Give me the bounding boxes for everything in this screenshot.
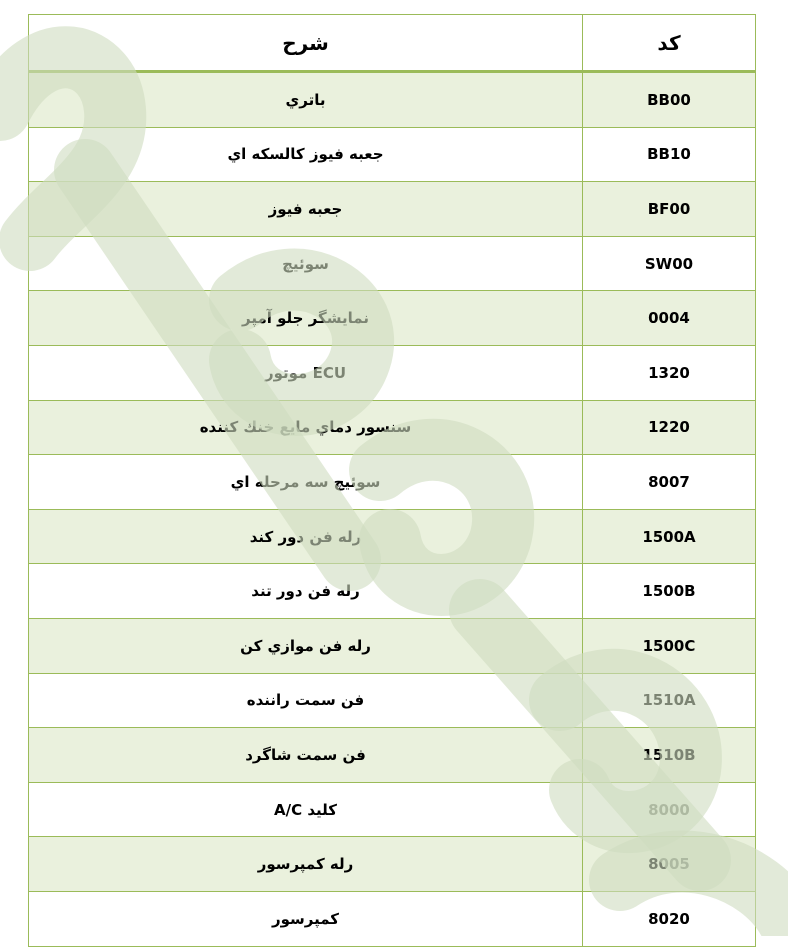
description-cell: رله فن دور تند bbox=[29, 564, 583, 619]
description-cell: فن سمت راننده bbox=[29, 673, 583, 728]
header-row bbox=[29, 15, 756, 72]
code-cell: 1500C bbox=[583, 618, 756, 673]
code-cell: 8007 bbox=[583, 455, 756, 510]
description-cell: جعبه فيوز کالسکه اي bbox=[29, 127, 583, 182]
description-cell: كمپرسور bbox=[29, 891, 583, 946]
description-cell: رله فن دور كند bbox=[29, 509, 583, 564]
table-row bbox=[29, 291, 756, 346]
code-cell: 1510B bbox=[583, 728, 756, 783]
description-cell: باتري bbox=[29, 72, 583, 128]
description-cell: نمايشگر جلو آمپر bbox=[29, 291, 583, 346]
table-row bbox=[29, 673, 756, 728]
code-cell: 1220 bbox=[583, 400, 756, 455]
code-cell: 1510A bbox=[583, 673, 756, 728]
table-row bbox=[29, 72, 756, 128]
table-row bbox=[29, 618, 756, 673]
code-cell: BB10 bbox=[583, 127, 756, 182]
description-cell: رله كمپرسور bbox=[29, 837, 583, 892]
table-row bbox=[29, 236, 756, 291]
code-cell: 1500A bbox=[583, 509, 756, 564]
table-row bbox=[29, 891, 756, 946]
description-cell: سوئيچ سه مرحله اي bbox=[29, 455, 583, 510]
table-row bbox=[29, 127, 756, 182]
description-cell: كليد A/C bbox=[29, 782, 583, 837]
table-row bbox=[29, 728, 756, 783]
code-cell: 1320 bbox=[583, 345, 756, 400]
code-cell: 8020 bbox=[583, 891, 756, 946]
description-cell: سوئيچ bbox=[29, 236, 583, 291]
description-cell: سنسور دماي مايع خنك كننده bbox=[29, 400, 583, 455]
table-row bbox=[29, 455, 756, 510]
table-row bbox=[29, 345, 756, 400]
code-cell: BB00 bbox=[583, 72, 756, 128]
table-row bbox=[29, 509, 756, 564]
code-cell: SW00 bbox=[583, 236, 756, 291]
table-row bbox=[29, 564, 756, 619]
table-row bbox=[29, 837, 756, 892]
table-row bbox=[29, 182, 756, 237]
table-row bbox=[29, 400, 756, 455]
table-row bbox=[29, 782, 756, 837]
description-cell: رله فن موازي كن bbox=[29, 618, 583, 673]
description-cell: جعبه فيوز bbox=[29, 182, 583, 237]
code-cell: BF00 bbox=[583, 182, 756, 237]
description-cell: ECU موتور bbox=[29, 345, 583, 400]
parts-table bbox=[28, 14, 756, 947]
code-cell: 1500B bbox=[583, 564, 756, 619]
description-cell: فن سمت شاگرد bbox=[29, 728, 583, 783]
code-header: کد bbox=[583, 15, 756, 72]
code-cell: 0004 bbox=[583, 291, 756, 346]
code-cell: 8005 bbox=[583, 837, 756, 892]
code-cell: 8000 bbox=[583, 782, 756, 837]
description-header: شرح bbox=[29, 15, 583, 72]
